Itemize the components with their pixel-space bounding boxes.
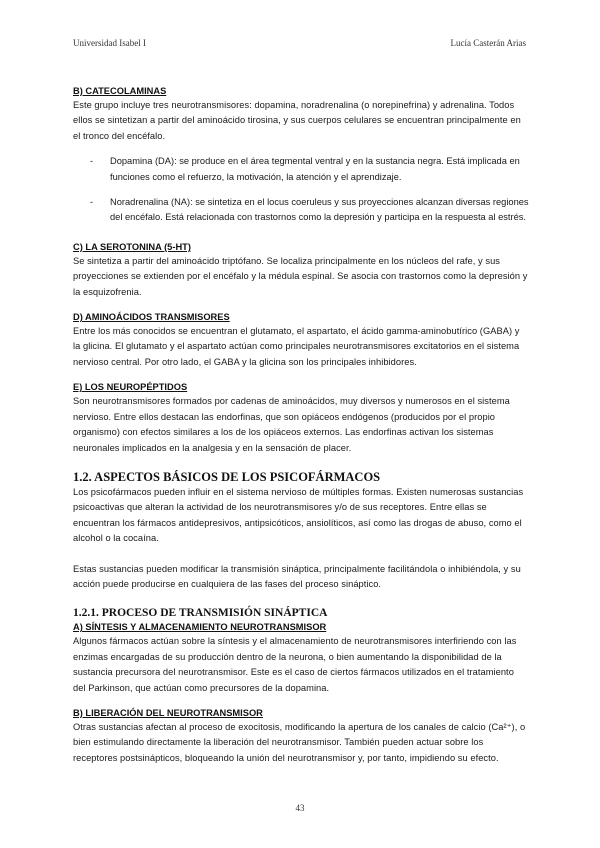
section-heading-liberacion: B) LIBERACIÓN DEL NEUROTRANSMISOR	[73, 707, 263, 718]
list-item	[73, 195, 529, 226]
header-author: Lucía Casterán Arias	[450, 38, 526, 48]
dash-bullet-icon: -	[90, 197, 94, 208]
header-institution: Universidad Isabel I	[73, 38, 146, 48]
section-title-psicofarmacos: 1.2. ASPECTOS BÁSICOS DE LOS PSICOFÁRMACOS	[73, 469, 381, 484]
list-item-text: Noradrenalina (NA): se sintetiza en el locus coeruleus y sus proyecciones alcanzan diversas regiones del encéfalo. Está relacionada con trastornos como la depresión y participa en la respuesta al estrés.	[110, 197, 529, 223]
page-number: 43	[295, 803, 305, 813]
paragraph-catecolaminas-intro: Este grupo incluye tres neurotransmisores: dopamina, noradrenalina (o norepinefrina) y adrenalina. Todos ellos se sintetizan a partir del aminoácido tirosina, y sus cuerpos celulares se encuentran principalmente en el tronco del encéfalo.	[73, 100, 521, 141]
paragraph-psicofarmacos-1: Los psicofármacos pueden influir en el sistema nervioso de múltiples formas. Existen numerosas sustancias psicoactivas que alteran la actividad de los neurotransmisores y/o de sus receptores. Entre ellas se encuentran los fármacos antidepresivos, antipsicóticos, ansiolíticos, así como las drogas de abuso, como el alcohol o la cocaína.	[73, 486, 524, 544]
list-item-text: Dopamina (DA): se produce en el área tegmental ventral y en la sustancia negra. Está implicada en funciones como el refuerzo, la motivación, la atención y el aprendizaje.	[110, 156, 520, 182]
section-heading-serotonina: C) LA SEROTONINA (5-HT)	[73, 241, 191, 252]
paragraph-serotonina: Se sintetiza a partir del aminoácido triptófano. Se localiza principalmente en los núcleos del rafe, y sus proyecciones se extienden por el encéfalo y la médula espinal. Se asocia con trastornos como la depresión y la esquizofrenia.	[73, 255, 528, 297]
paragraph-neuropeptidos: Son neurotransmisores formados por cadenas de aminoácidos, muy diversos y numerosos en el sistema nervioso. Entre ellos destacan las endorfinas, que son opiáceos endógenos (producidos por el propio organismo) con efectos similares a los de los opiáceos externos. Las endorfinas activan los sistemas neuronales implicados en la analgesia y en la sensación de placer.	[73, 396, 510, 453]
section-heading-catecolaminas: B) CATECOLAMINAS	[73, 86, 167, 96]
paragraph-sintesis: Algunos fármacos actúan sobre la síntesis y el almacenamiento de neurotransmisores interfiriendo con las enzimas encargadas de su producción dentro de la neurona, o bien aumentando la disponibilidad de la sustancia precursora del neurotransmisor. Este es el caso de ciertos fármacos utilizados en el tratamiento del Parkinson, que actúan como precursores de la dopamina.	[73, 636, 517, 693]
page-content	[73, 85, 529, 766]
subsection-title-transmision: 1.2.1. PROCESO DE TRANSMISIÓN SINÁPTICA	[73, 607, 328, 620]
dash-bullet-icon: -	[90, 156, 94, 167]
paragraph-liberacion: Otras sustancias afectan al proceso de exocitosis, modificando la apertura de los canales de calcio (Ca²⁺), o bien estimulando directamente la liberación del neurotransmisor. También pueden actuar sobre los receptores postsinápticos, bloqueando la unión del neurotransmisor y, por tanto, impidiendo su efecto.	[73, 721, 526, 763]
section-heading-neuropeptidos: E) LOS NEUROPÉPTIDOS	[73, 382, 188, 393]
paragraph-aminoacidos: Entre los más conocidos se encuentran el glutamato, el aspartato, el ácido gamma-aminobutírico (GABA) y la glicina. El glutamato y el aspartato actúan como principales neurotransmisores excitatorios en el sistema nervioso central. Por otro lado, el GABA y la glicina son los principales inhibidores.	[73, 326, 520, 367]
running-header	[73, 38, 526, 48]
section-heading-aminoacidos: D) AMINOÁCIDOS TRANSMISORES	[73, 312, 230, 323]
bullet-list-catecolaminas	[73, 154, 529, 226]
list-item	[73, 154, 529, 185]
paragraph-psicofarmacos-2: Estas sustancias pueden modificar la transmisión sináptica, principalmente facilitándola o inhibiéndola, y su acción puede producirse en cualquiera de las fases del proceso sináptico.	[73, 563, 521, 589]
section-heading-sintesis: A) SÍNTESIS Y ALMACENAMIENTO NEUROTRANSMISOR	[73, 622, 327, 633]
